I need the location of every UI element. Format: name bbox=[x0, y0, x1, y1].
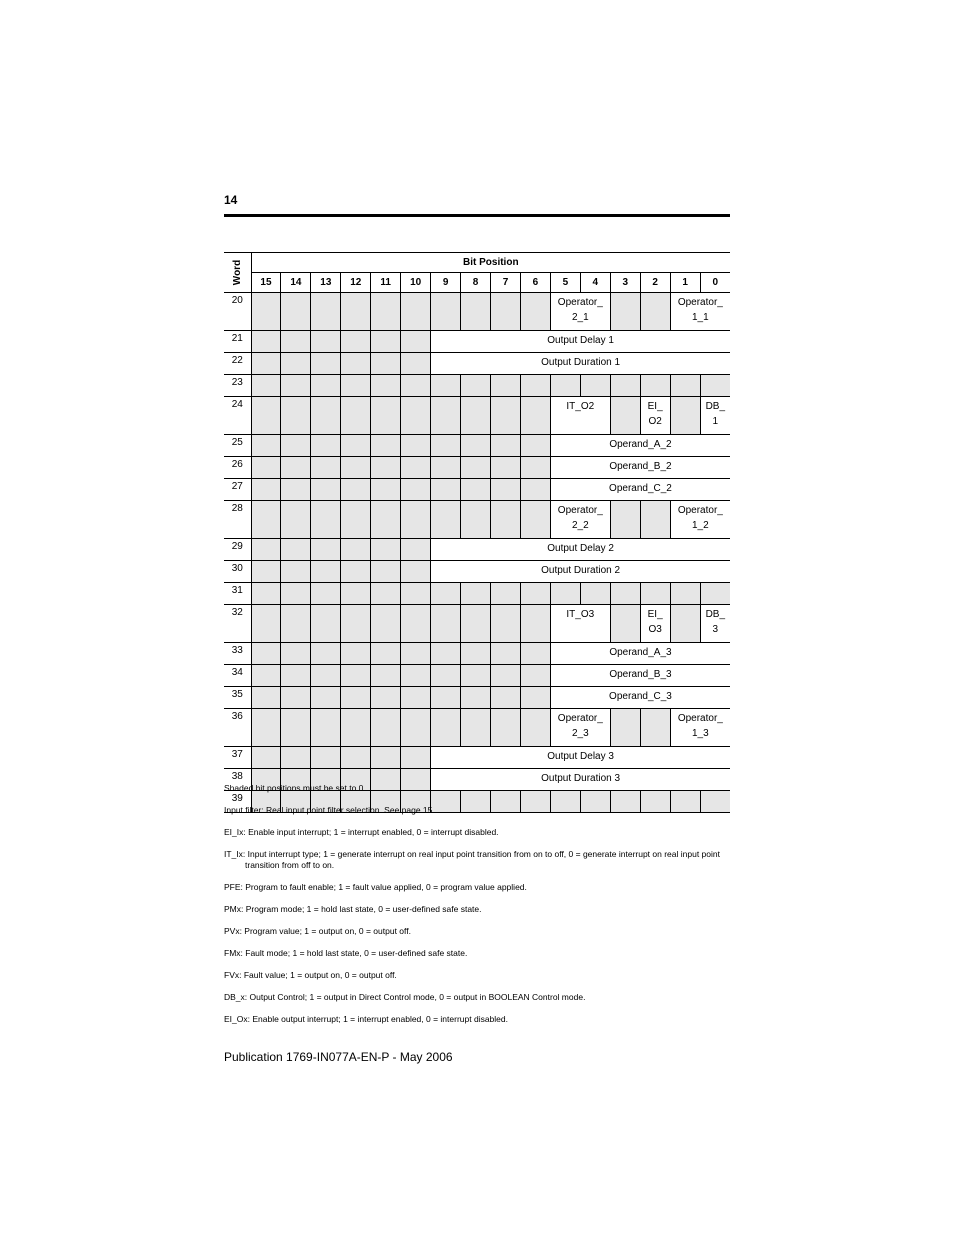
operand-field: Operand_A_2 bbox=[550, 435, 730, 457]
shaded-bit-cell bbox=[341, 457, 371, 479]
shaded-bit-cell bbox=[401, 375, 431, 397]
shaded-bit-cell bbox=[281, 709, 311, 747]
word-number: 20 bbox=[224, 293, 251, 331]
shaded-bit-cell bbox=[341, 561, 371, 583]
shaded-bit-cell bbox=[401, 331, 431, 353]
shaded-bit-cell bbox=[281, 479, 311, 501]
shaded-bit-cell bbox=[580, 583, 610, 605]
shaded-bit-cell bbox=[311, 435, 341, 457]
note-line: EI_Ox: Enable output interrupt; 1 = interrupt enabled, 0 = interrupt disabled. bbox=[224, 1014, 508, 1024]
shaded-bit-cell bbox=[520, 457, 550, 479]
shaded-bit-cell bbox=[371, 501, 401, 539]
word-row-35 bbox=[224, 687, 730, 709]
bit-header-15: 15 bbox=[251, 273, 281, 293]
enable-interrupt-field: EI_ O3 bbox=[640, 605, 670, 643]
bit-header-1: 1 bbox=[670, 273, 700, 293]
shaded-bit-cell bbox=[281, 643, 311, 665]
shaded-bit-cell bbox=[371, 331, 401, 353]
shaded-bit-cell bbox=[341, 687, 371, 709]
shaded-bit-cell bbox=[520, 643, 550, 665]
shaded-bit-cell bbox=[281, 539, 311, 561]
shaded-bit-cell bbox=[251, 605, 281, 643]
operator-field: Operator_ 1_2 bbox=[670, 501, 730, 539]
word-header-label: Word bbox=[231, 259, 243, 286]
shaded-bit-cell bbox=[431, 435, 461, 457]
word-row-34 bbox=[224, 665, 730, 687]
shaded-bit-cell bbox=[520, 479, 550, 501]
note-line: PFE: Program to fault enable; 1 = fault value applied, 0 = program value applied. bbox=[224, 882, 527, 892]
operator-field: Operator_ 2_1 bbox=[550, 293, 610, 331]
bit-header-13: 13 bbox=[311, 273, 341, 293]
operator-field: Operator_ 2_3 bbox=[550, 709, 610, 747]
shaded-bit-cell bbox=[311, 293, 341, 331]
field-label: Output Duration 2 bbox=[431, 561, 730, 583]
word-number: 24 bbox=[224, 397, 251, 435]
shaded-bit-cell bbox=[461, 479, 491, 501]
word-row-36 bbox=[224, 709, 730, 747]
shaded-bit-cell bbox=[251, 479, 281, 501]
shaded-bit-cell bbox=[401, 709, 431, 747]
shaded-bit-cell bbox=[281, 375, 311, 397]
shaded-bit-cell bbox=[491, 397, 521, 435]
shaded-bit-cell bbox=[401, 353, 431, 375]
shaded-bit-cell bbox=[401, 501, 431, 539]
word-row-33 bbox=[224, 643, 730, 665]
shaded-bit-cell bbox=[491, 687, 521, 709]
shaded-bit-cell bbox=[341, 747, 371, 769]
bit-header-7: 7 bbox=[491, 273, 521, 293]
shaded-bit-cell bbox=[311, 687, 341, 709]
shaded-bit-cell bbox=[461, 375, 491, 397]
shaded-bit-cell bbox=[341, 479, 371, 501]
word-number: 35 bbox=[224, 687, 251, 709]
note-line: PMx: Program mode; 1 = hold last state, 0 = user-defined safe state. bbox=[224, 904, 482, 914]
shaded-bit-cell bbox=[610, 709, 640, 747]
shaded-bit-cell bbox=[431, 687, 461, 709]
word-number: 33 bbox=[224, 643, 251, 665]
word-number: 31 bbox=[224, 583, 251, 605]
shaded-bit-cell bbox=[401, 583, 431, 605]
word-number: 21 bbox=[224, 331, 251, 353]
shaded-bit-cell bbox=[311, 501, 341, 539]
note-line: FMx: Fault mode; 1 = hold last state, 0 = user-defined safe state. bbox=[224, 948, 468, 958]
shaded-bit-cell bbox=[700, 375, 730, 397]
shaded-bit-cell bbox=[670, 605, 700, 643]
shaded-bit-cell bbox=[700, 583, 730, 605]
shaded-bit-cell bbox=[491, 605, 521, 643]
shaded-bit-cell bbox=[461, 643, 491, 665]
shaded-bit-cell bbox=[431, 709, 461, 747]
bit-map-table bbox=[224, 252, 730, 813]
shaded-bit-cell bbox=[371, 747, 401, 769]
word-number: 30 bbox=[224, 561, 251, 583]
shaded-bit-cell bbox=[371, 643, 401, 665]
shaded-bit-cell bbox=[371, 665, 401, 687]
shaded-bit-cell bbox=[311, 479, 341, 501]
page-number: 14 bbox=[224, 193, 238, 207]
shaded-bit-cell bbox=[491, 501, 521, 539]
word-row-21 bbox=[224, 331, 730, 353]
word-row-32 bbox=[224, 605, 730, 643]
bit-header-12: 12 bbox=[341, 273, 371, 293]
shaded-bit-cell bbox=[431, 293, 461, 331]
field-label: Output Duration 3 bbox=[431, 769, 730, 791]
shaded-bit-cell bbox=[461, 665, 491, 687]
shaded-bit-cell bbox=[461, 583, 491, 605]
shaded-bit-cell bbox=[520, 583, 550, 605]
shaded-bit-cell bbox=[251, 293, 281, 331]
bit-header-9: 9 bbox=[431, 273, 461, 293]
bit-header-10: 10 bbox=[401, 273, 431, 293]
shaded-bit-cell bbox=[491, 643, 521, 665]
note-line: FVx: Fault value; 1 = output on, 0 = output off. bbox=[224, 970, 397, 980]
shaded-bit-cell bbox=[461, 501, 491, 539]
shaded-bit-cell bbox=[251, 583, 281, 605]
shaded-bit-cell bbox=[461, 457, 491, 479]
shaded-bit-cell bbox=[371, 293, 401, 331]
note-line: EI_Ix: Enable input interrupt; 1 = interrupt enabled, 0 = interrupt disabled. bbox=[224, 827, 499, 837]
shaded-bit-cell bbox=[401, 435, 431, 457]
shaded-bit-cell bbox=[461, 293, 491, 331]
operand-field: Operand_C_2 bbox=[550, 479, 730, 501]
shaded-bit-cell bbox=[640, 583, 670, 605]
field-label: Output Duration 1 bbox=[431, 353, 730, 375]
word-row-24 bbox=[224, 397, 730, 435]
shaded-bit-cell bbox=[610, 293, 640, 331]
shaded-bit-cell bbox=[431, 457, 461, 479]
shaded-bit-cell bbox=[491, 293, 521, 331]
word-number: 37 bbox=[224, 747, 251, 769]
shaded-bit-cell bbox=[520, 375, 550, 397]
shaded-bit-cell bbox=[251, 643, 281, 665]
word-row-20 bbox=[224, 293, 730, 331]
shaded-bit-cell bbox=[491, 479, 521, 501]
shaded-bit-cell bbox=[251, 687, 281, 709]
output-control-field: DB_ 3 bbox=[700, 605, 730, 643]
enable-interrupt-field: EI_ O2 bbox=[640, 397, 670, 435]
operand-field: Operand_B_2 bbox=[550, 457, 730, 479]
word-row-26 bbox=[224, 457, 730, 479]
shaded-bit-cell bbox=[371, 687, 401, 709]
shaded-bit-cell bbox=[281, 397, 311, 435]
shaded-bit-cell bbox=[401, 479, 431, 501]
word-row-30 bbox=[224, 561, 730, 583]
operator-field: Operator_ 1_3 bbox=[670, 709, 730, 747]
shaded-bit-cell bbox=[341, 539, 371, 561]
shaded-bit-cell bbox=[670, 583, 700, 605]
word-row-29 bbox=[224, 539, 730, 561]
word-row-25 bbox=[224, 435, 730, 457]
shaded-bit-cell bbox=[281, 293, 311, 331]
shaded-bit-cell bbox=[341, 605, 371, 643]
interrupt-type-field: IT_O3 bbox=[550, 605, 610, 643]
shaded-bit-cell bbox=[281, 583, 311, 605]
shaded-bit-cell bbox=[371, 479, 401, 501]
shaded-bit-cell bbox=[550, 375, 580, 397]
shaded-bit-cell bbox=[251, 397, 281, 435]
shaded-bit-cell bbox=[341, 397, 371, 435]
bit-map-body bbox=[224, 293, 730, 813]
word-column-header bbox=[224, 253, 251, 293]
shaded-bit-cell bbox=[281, 353, 311, 375]
field-label: Output Delay 1 bbox=[431, 331, 730, 353]
shaded-bit-cell bbox=[251, 709, 281, 747]
shaded-bit-cell bbox=[311, 397, 341, 435]
shaded-bit-cell bbox=[281, 747, 311, 769]
shaded-bit-cell bbox=[431, 375, 461, 397]
bit-header-5: 5 bbox=[550, 273, 580, 293]
shaded-bit-cell bbox=[341, 665, 371, 687]
bit-header-14: 14 bbox=[281, 273, 311, 293]
shaded-bit-cell bbox=[431, 605, 461, 643]
shaded-bit-cell bbox=[640, 375, 670, 397]
shaded-bit-cell bbox=[311, 643, 341, 665]
shaded-bit-cell bbox=[401, 397, 431, 435]
shaded-bit-cell bbox=[431, 665, 461, 687]
word-row-28 bbox=[224, 501, 730, 539]
shaded-bit-cell bbox=[461, 435, 491, 457]
word-row-27 bbox=[224, 479, 730, 501]
shaded-bit-cell bbox=[461, 605, 491, 643]
shaded-bit-cell bbox=[281, 665, 311, 687]
shaded-bit-cell bbox=[371, 709, 401, 747]
note-line: PVx: Program value; 1 = output on, 0 = output off. bbox=[224, 926, 411, 936]
shaded-bit-cell bbox=[251, 561, 281, 583]
shaded-bit-cell bbox=[341, 435, 371, 457]
shaded-bit-cell bbox=[311, 665, 341, 687]
operator-field: Operator_ 1_1 bbox=[670, 293, 730, 331]
shaded-bit-cell bbox=[491, 665, 521, 687]
shaded-bit-cell bbox=[251, 375, 281, 397]
note-line: IT_Ix: Input interrupt type; 1 = generate interrupt on real input point transition from on to off, 0 = generate interrupt on real input point transition from off to on. bbox=[224, 849, 720, 870]
shaded-bit-cell bbox=[341, 501, 371, 539]
shaded-bit-cell bbox=[431, 643, 461, 665]
field-label: Output Delay 3 bbox=[431, 747, 730, 769]
shaded-bit-cell bbox=[640, 293, 670, 331]
shaded-bit-cell bbox=[311, 583, 341, 605]
word-row-31 bbox=[224, 583, 730, 605]
shaded-bit-cell bbox=[401, 665, 431, 687]
bit-header-0: 0 bbox=[700, 273, 730, 293]
note-line: DB_x: Output Control; 1 = output in Direct Control mode, 0 = output in BOOLEAN Control mode. bbox=[224, 992, 586, 1002]
word-number: 29 bbox=[224, 539, 251, 561]
shaded-bit-cell bbox=[520, 501, 550, 539]
word-number: 27 bbox=[224, 479, 251, 501]
shaded-bit-cell bbox=[281, 331, 311, 353]
shaded-bit-cell bbox=[281, 501, 311, 539]
word-number: 26 bbox=[224, 457, 251, 479]
shaded-bit-cell bbox=[401, 293, 431, 331]
shaded-bit-cell bbox=[610, 397, 640, 435]
word-row-23 bbox=[224, 375, 730, 397]
shaded-bit-cell bbox=[610, 375, 640, 397]
header-rule bbox=[224, 214, 730, 217]
output-control-field: DB_ 1 bbox=[700, 397, 730, 435]
shaded-bit-cell bbox=[251, 457, 281, 479]
shaded-bit-cell bbox=[610, 501, 640, 539]
shaded-bit-cell bbox=[311, 539, 341, 561]
shaded-bit-cell bbox=[311, 331, 341, 353]
operator-field: Operator_ 2_2 bbox=[550, 501, 610, 539]
word-number: 39 bbox=[224, 791, 251, 813]
shaded-bit-cell bbox=[371, 435, 401, 457]
note-line: Shaded bit positions must be set to 0. bbox=[224, 783, 366, 793]
word-number: 25 bbox=[224, 435, 251, 457]
shaded-bit-cell bbox=[251, 747, 281, 769]
shaded-bit-cell bbox=[401, 747, 431, 769]
shaded-bit-cell bbox=[580, 375, 610, 397]
word-number: 32 bbox=[224, 605, 251, 643]
operand-field: Operand_B_3 bbox=[550, 665, 730, 687]
shaded-bit-cell bbox=[341, 643, 371, 665]
shaded-bit-cell bbox=[281, 605, 311, 643]
shaded-bit-cell bbox=[670, 397, 700, 435]
shaded-bit-cell bbox=[610, 605, 640, 643]
shaded-bit-cell bbox=[520, 293, 550, 331]
shaded-bit-cell bbox=[401, 561, 431, 583]
bit-header-11: 11 bbox=[371, 273, 401, 293]
shaded-bit-cell bbox=[251, 435, 281, 457]
shaded-bit-cell bbox=[431, 397, 461, 435]
shaded-bit-cell bbox=[251, 665, 281, 687]
shaded-bit-cell bbox=[311, 747, 341, 769]
shaded-bit-cell bbox=[401, 539, 431, 561]
operand-field: Operand_C_3 bbox=[550, 687, 730, 709]
interrupt-type-field: IT_O2 bbox=[550, 397, 610, 435]
shaded-bit-cell bbox=[371, 353, 401, 375]
shaded-bit-cell bbox=[311, 605, 341, 643]
word-number: 28 bbox=[224, 501, 251, 539]
shaded-bit-cell bbox=[461, 687, 491, 709]
shaded-bit-cell bbox=[491, 457, 521, 479]
shaded-bit-cell bbox=[341, 375, 371, 397]
word-number: 34 bbox=[224, 665, 251, 687]
bit-header-8: 8 bbox=[461, 273, 491, 293]
shaded-bit-cell bbox=[520, 687, 550, 709]
word-number: 38 bbox=[224, 769, 251, 791]
shaded-bit-cell bbox=[371, 561, 401, 583]
shaded-bit-cell bbox=[610, 583, 640, 605]
shaded-bit-cell bbox=[341, 709, 371, 747]
note-line: Input filter: Real input point filter selection. See page 15. bbox=[224, 805, 435, 815]
shaded-bit-cell bbox=[640, 709, 670, 747]
shaded-bit-cell bbox=[281, 457, 311, 479]
shaded-bit-cell bbox=[311, 457, 341, 479]
shaded-bit-cell bbox=[461, 397, 491, 435]
shaded-bit-cell bbox=[341, 331, 371, 353]
shaded-bit-cell bbox=[311, 375, 341, 397]
shaded-bit-cell bbox=[371, 375, 401, 397]
word-number: 22 bbox=[224, 353, 251, 375]
shaded-bit-cell bbox=[520, 605, 550, 643]
shaded-bit-cell bbox=[311, 561, 341, 583]
shaded-bit-cell bbox=[401, 643, 431, 665]
shaded-bit-cell bbox=[670, 375, 700, 397]
bit-position-header: Bit Position bbox=[251, 253, 730, 273]
bit-header-6: 6 bbox=[520, 273, 550, 293]
shaded-bit-cell bbox=[550, 583, 580, 605]
shaded-bit-cell bbox=[401, 457, 431, 479]
shaded-bit-cell bbox=[431, 479, 461, 501]
shaded-bit-cell bbox=[281, 561, 311, 583]
shaded-bit-cell bbox=[371, 605, 401, 643]
bit-header-4: 4 bbox=[580, 273, 610, 293]
shaded-bit-cell bbox=[371, 583, 401, 605]
shaded-bit-cell bbox=[520, 435, 550, 457]
shaded-bit-cell bbox=[311, 709, 341, 747]
bit-header-3: 3 bbox=[610, 273, 640, 293]
field-label: Output Delay 2 bbox=[431, 539, 730, 561]
table-notes bbox=[224, 783, 730, 1036]
shaded-bit-cell bbox=[520, 665, 550, 687]
word-row-37 bbox=[224, 747, 730, 769]
shaded-bit-cell bbox=[431, 501, 461, 539]
shaded-bit-cell bbox=[491, 583, 521, 605]
shaded-bit-cell bbox=[251, 331, 281, 353]
shaded-bit-cell bbox=[341, 353, 371, 375]
shaded-bit-cell bbox=[401, 687, 431, 709]
shaded-bit-cell bbox=[491, 375, 521, 397]
bit-header-2: 2 bbox=[640, 273, 670, 293]
shaded-bit-cell bbox=[461, 709, 491, 747]
word-number: 36 bbox=[224, 709, 251, 747]
shaded-bit-cell bbox=[401, 605, 431, 643]
word-row-22 bbox=[224, 353, 730, 375]
shaded-bit-cell bbox=[371, 539, 401, 561]
publication-footer: Publication 1769-IN077A-EN-P - May 2006 bbox=[224, 1050, 453, 1064]
word-number: 23 bbox=[224, 375, 251, 397]
shaded-bit-cell bbox=[640, 501, 670, 539]
shaded-bit-cell bbox=[341, 583, 371, 605]
operand-field: Operand_A_3 bbox=[550, 643, 730, 665]
shaded-bit-cell bbox=[251, 501, 281, 539]
shaded-bit-cell bbox=[281, 435, 311, 457]
shaded-bit-cell bbox=[311, 353, 341, 375]
shaded-bit-cell bbox=[371, 457, 401, 479]
shaded-bit-cell bbox=[281, 687, 311, 709]
shaded-bit-cell bbox=[251, 353, 281, 375]
shaded-bit-cell bbox=[431, 583, 461, 605]
shaded-bit-cell bbox=[251, 539, 281, 561]
shaded-bit-cell bbox=[491, 435, 521, 457]
bit-number-header-row bbox=[224, 273, 730, 293]
shaded-bit-cell bbox=[520, 709, 550, 747]
shaded-bit-cell bbox=[341, 293, 371, 331]
shaded-bit-cell bbox=[520, 397, 550, 435]
shaded-bit-cell bbox=[371, 397, 401, 435]
shaded-bit-cell bbox=[491, 709, 521, 747]
